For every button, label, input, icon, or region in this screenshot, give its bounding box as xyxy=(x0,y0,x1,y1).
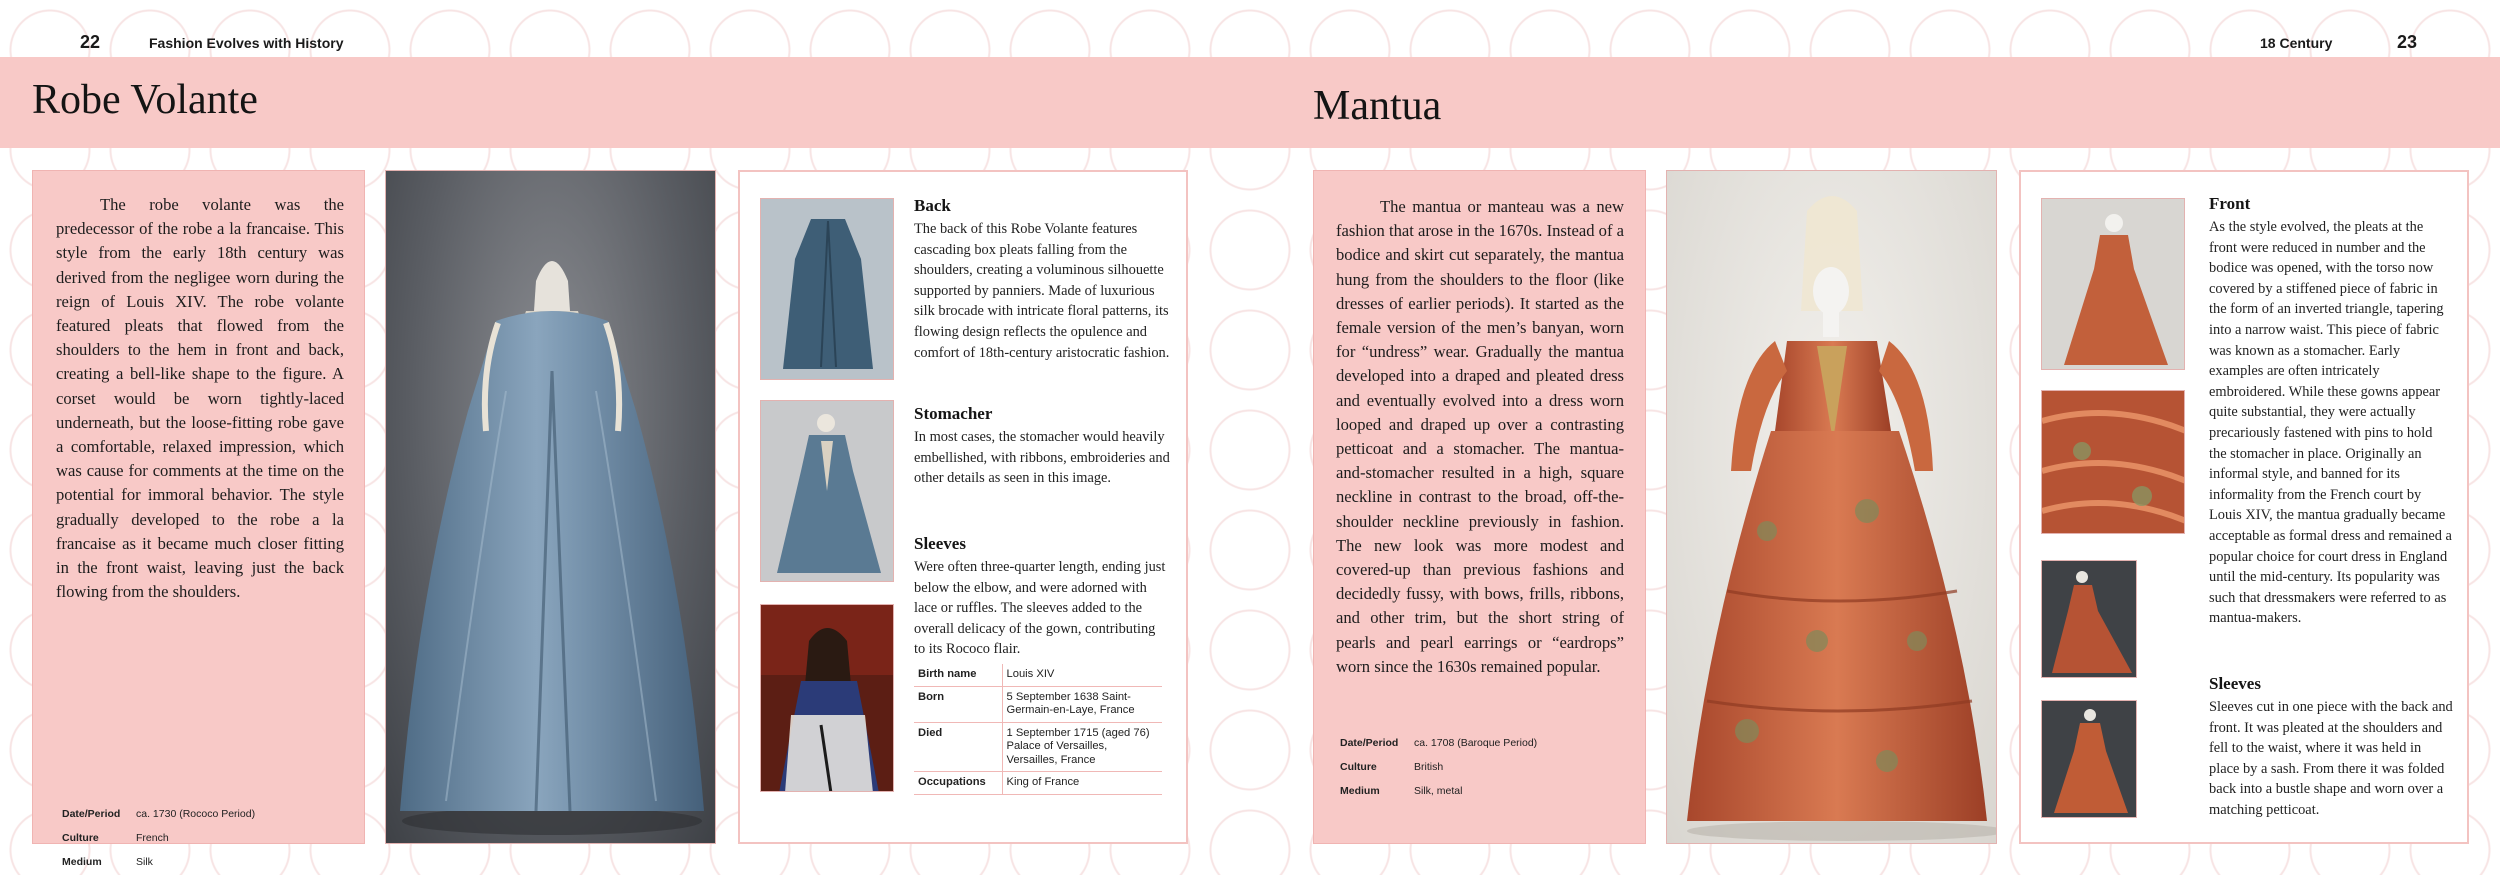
fact-row xyxy=(62,850,255,874)
detail-mantua-sleeves xyxy=(2209,674,2453,821)
infobox-row xyxy=(914,686,1162,722)
robe-back-photo xyxy=(760,198,894,380)
detail-front-text: As the style evolved, the pleats at the front were reduced in number and the bodice was opened, with the torso now covered by a stiffened piece of fabric in the form of an inverted triangle, tapering into a narrow waist. This piece of fabric was known as a stomacher. Early examples are often intricately embroidered. While these gowns appear quite substantial, they were actually precariously fastened with pins to hold the stomacher in place. Originally an informal style, and banned for its informality from the French court by Louis XIV, the mantua gradually became acceptable as formal dress and remained a popular choice for court dress in England until the mid-century. Its popularity was such that dressmakers were referred to as mantua-makers. xyxy=(2209,219,2452,627)
detail-stomacher xyxy=(914,404,1170,489)
fact-label: Medium xyxy=(62,856,102,868)
mantua-title: Mantua xyxy=(1313,83,1442,129)
fact-label: Date/Period xyxy=(62,808,121,820)
robe-stomacher-image xyxy=(761,401,894,582)
fact-value: Silk, metal xyxy=(1414,785,1463,797)
fact-value: British xyxy=(1414,761,1444,773)
right-page-number: 23 xyxy=(2397,32,2418,52)
fact-value: ca. 1708 (Baroque Period) xyxy=(1414,737,1538,749)
detail-front-title: Front xyxy=(2209,194,2251,213)
left-page-number: 22 xyxy=(80,32,101,52)
mantua-back-image xyxy=(2042,701,2137,818)
infobox-row xyxy=(914,772,1162,795)
detail-front xyxy=(2209,194,2453,629)
detail-sleeves xyxy=(914,534,1170,660)
mantua-dress-image xyxy=(1667,171,1997,844)
mantua-facts xyxy=(1340,731,1537,803)
fact-row xyxy=(1340,755,1537,779)
mantua-fabric-image xyxy=(2042,391,2185,534)
detail-back-text: The back of this Robe Volante features cascading box pleats falling from the shoulders, creating a voluminous silhouette supported by panniers. Made of luxurious silk brocade with intricate floral patterns, its flowing design reflects the opulence and comfort of 18th-century aristocratic fashion. xyxy=(914,221,1170,361)
infobox-value: 1 September 1715 (aged 76) Palace of Versailles, Versailles, France xyxy=(1002,722,1162,772)
fact-label: Culture xyxy=(1340,761,1377,773)
fact-label: Culture xyxy=(62,832,99,844)
detail-sleeves-title: Sleeves xyxy=(914,534,966,553)
detail-back xyxy=(914,196,1170,363)
robe-volante-title: Robe Volante xyxy=(32,77,258,123)
mantua-side-photo xyxy=(2041,560,2137,678)
fact-row xyxy=(62,802,255,826)
fact-row xyxy=(1340,731,1537,755)
robe-volante-facts xyxy=(62,802,255,874)
right-running-title: 18 Century xyxy=(2260,35,2333,51)
mantua-details-panel xyxy=(2019,170,2469,844)
mantua-front-photo xyxy=(2041,198,2185,370)
louis-xiv-portrait xyxy=(760,604,894,792)
fact-label: Medium xyxy=(1340,785,1380,797)
fact-row xyxy=(1340,779,1537,803)
fact-label: Date/Period xyxy=(1340,737,1399,749)
fact-row xyxy=(62,826,255,850)
mantua-back-photo xyxy=(2041,700,2137,818)
mantua-fabric-photo xyxy=(2041,390,2185,534)
infobox-label: Occupations xyxy=(914,772,1002,795)
fact-value: ca. 1730 (Rococo Period) xyxy=(136,808,256,820)
mantua-text-panel xyxy=(1313,170,1646,844)
mantua-front-image xyxy=(2042,199,2185,370)
fact-value: Silk xyxy=(136,856,153,868)
infobox-value: King of France xyxy=(1002,772,1162,795)
mantua-side-image xyxy=(2042,561,2137,678)
robe-volante-dress-image xyxy=(386,171,716,844)
mantua-body: The mantua or manteau was a new fashion that arose in the 1670s. Instead of a bodice and skirt cut separately, the mantua hung from the shoulders to the floor (like dresses of earlier periods). It started as the female version of the men’s banyan, worn for “undress” wear. Gradually the mantua developed into a draped and pleated dress and eventually evolved into a dress worn looped and draped up over a contrasting petticoat and a stomacher. The mantua-and-stomacher resulted in a high, square neckline in contrast to the broad, off-the-shoulder neckline previously in fashion. The new look was more modest and covered-up than previous fashions and decidedly fussy, with bows, frills, ribbons, and other trim, but the short string of pearls and pearl earrings or “eardrops” worn since the 1630s remained popular. xyxy=(1336,197,1625,676)
louis-xiv-portrait-image xyxy=(761,605,894,792)
left-running-title: Fashion Evolves with History xyxy=(149,35,344,51)
detail-stomacher-text: In most cases, the stomacher would heavily embellished, with ribbons, embroideries and other details as seen in this image. xyxy=(914,429,1170,487)
robe-volante-main-photo xyxy=(385,170,716,844)
infobox-label: Born xyxy=(914,686,1002,722)
detail-stomacher-title: Stomacher xyxy=(914,404,993,423)
infobox-label: Died xyxy=(914,722,1002,772)
detail-mantua-sleeves-text: Sleeves cut in one piece with the back and front. It was pleated at the shoulders and fell to the waist, where it was held in place by a sash. From there it was folded back into a bustle shape and worn over a matching petticoat. xyxy=(2209,699,2453,818)
detail-back-title: Back xyxy=(914,196,951,215)
infobox-row xyxy=(914,664,1162,686)
detail-mantua-sleeves-title: Sleeves xyxy=(2209,674,2261,693)
infobox-value: 5 September 1638 Saint-Germain-en-Laye, France xyxy=(1002,686,1162,722)
robe-volante-text-panel xyxy=(32,170,365,868)
louis-xiv-infobox xyxy=(914,664,1162,795)
mantua-main-photo xyxy=(1666,170,1997,844)
fact-value: French xyxy=(136,832,169,844)
robe-stomacher-photo xyxy=(760,400,894,582)
detail-sleeves-text: Were often three-quarter length, ending just below the elbow, and were adorned with lace or ruffles. The sleeves added to the overall delicacy of the gown, contributing to its Rococo flair. xyxy=(914,559,1166,658)
infobox-value: Louis XIV xyxy=(1002,664,1162,686)
infobox-label: Birth name xyxy=(914,664,1002,686)
robe-volante-details-panel xyxy=(738,170,1188,844)
robe-back-image xyxy=(761,199,894,380)
infobox-row xyxy=(914,722,1162,772)
title-band xyxy=(0,57,2500,148)
robe-volante-body: The robe volante was the predecessor of the robe a la francaise. This style from the early 18th century was derived from the negligee worn during the reign of Louis XIV. The robe volante featured pleats that flowed from the shoulders to the hem in front and back, creating a bell-like shape to the figure. A corset would be worn tightly-laced underneath, but the loose-fitting robe gave a comfortable, relaxed impression, which was cause for comments at the time on the potential for immoral behavior. The style gradually developed to the robe a la francaise as it became much closer fitting in the front waist, leaving just the back flowing from the shoulders. xyxy=(56,195,344,602)
